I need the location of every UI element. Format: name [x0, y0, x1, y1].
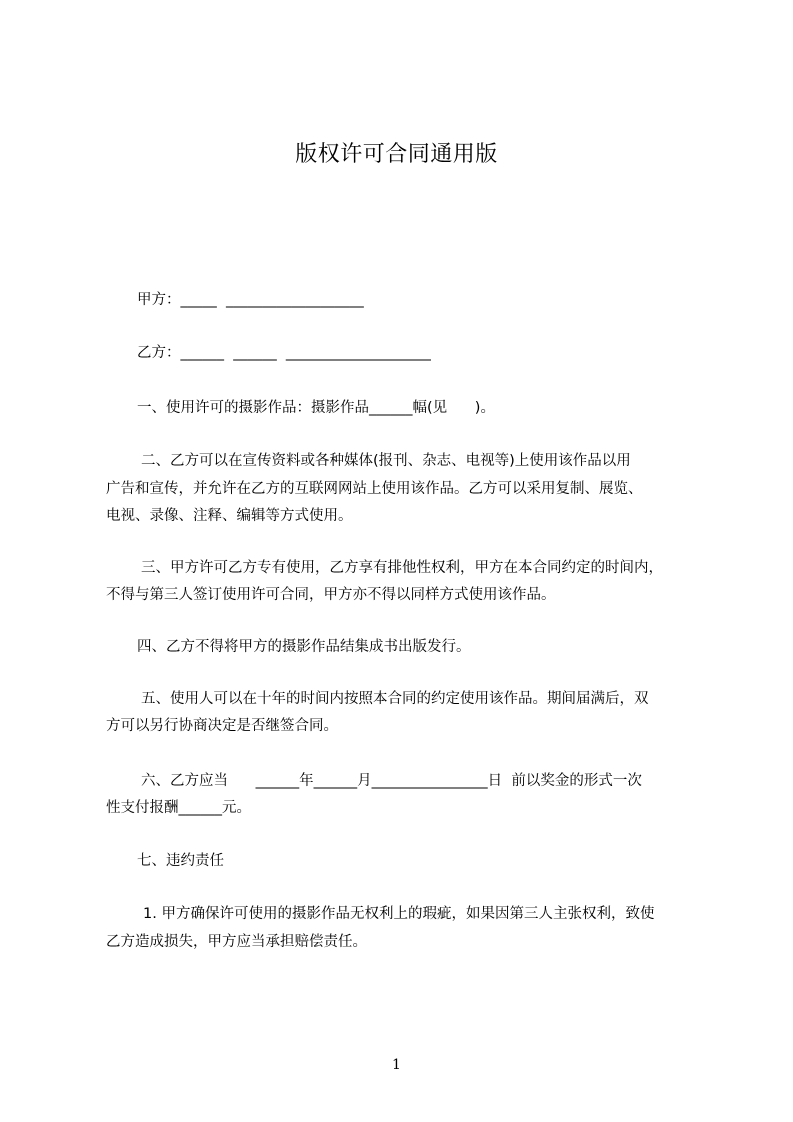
clause-4: 四、乙方不得将甲方的摄影作品结集成书出版发行。: [137, 639, 471, 655]
clause-1: 一、使用许可的摄影作品：摄影作品______幅(见 )。: [137, 400, 495, 416]
page-number: 1: [392, 1057, 401, 1073]
party-a-line: 甲方：_____ ___________________: [137, 292, 364, 308]
clause-7-1-line-1: 1. 甲方确保许可使用的摄影作品无权利上的瑕疵，如果因第三人主张权利，致使: [143, 906, 655, 922]
clause-6-line-1: 六、乙方应当 ______年______月________________日 前以奖金的形式一次: [141, 773, 642, 789]
clause-7-1-line-2: 乙方造成损失，甲方应当承担赔偿责任。: [106, 934, 367, 950]
clause-6-line-2: 性支付报酬______元。: [106, 800, 251, 816]
clause-5-line-1: 五、使用人可以在十年的时间内按照本合同的约定使用该作品。期间届满后，双: [141, 691, 649, 707]
clause-2-line-2: 广告和宣传，并允许在乙方的互联网网站上使用该作品。乙方可以采用复制、展览、: [106, 481, 643, 497]
party-b-line: 乙方：______ ______ ____________________: [137, 345, 431, 361]
clause-2-line-1: 二、乙方可以在宣传资料或各种媒体(报刊、杂志、电视等)上使用该作品以用: [141, 453, 631, 469]
clause-2-line-3: 电视、录像、注释、编辑等方式使用。: [106, 508, 353, 524]
clause-3-line-1: 三、甲方许可乙方专有使用，乙方享有排他性权利，甲方在本合同约定的时间内，: [141, 560, 663, 576]
page-title: 版权许可合同通用版: [295, 142, 498, 167]
clause-5-line-2: 方可以另行协商决定是否继签合同。: [106, 718, 338, 734]
clause-3-line-2: 不得与第三人签订使用许可合同，甲方亦不得以同样方式使用该作品。: [106, 587, 556, 603]
clause-7-heading: 七、违约责任: [137, 853, 224, 869]
